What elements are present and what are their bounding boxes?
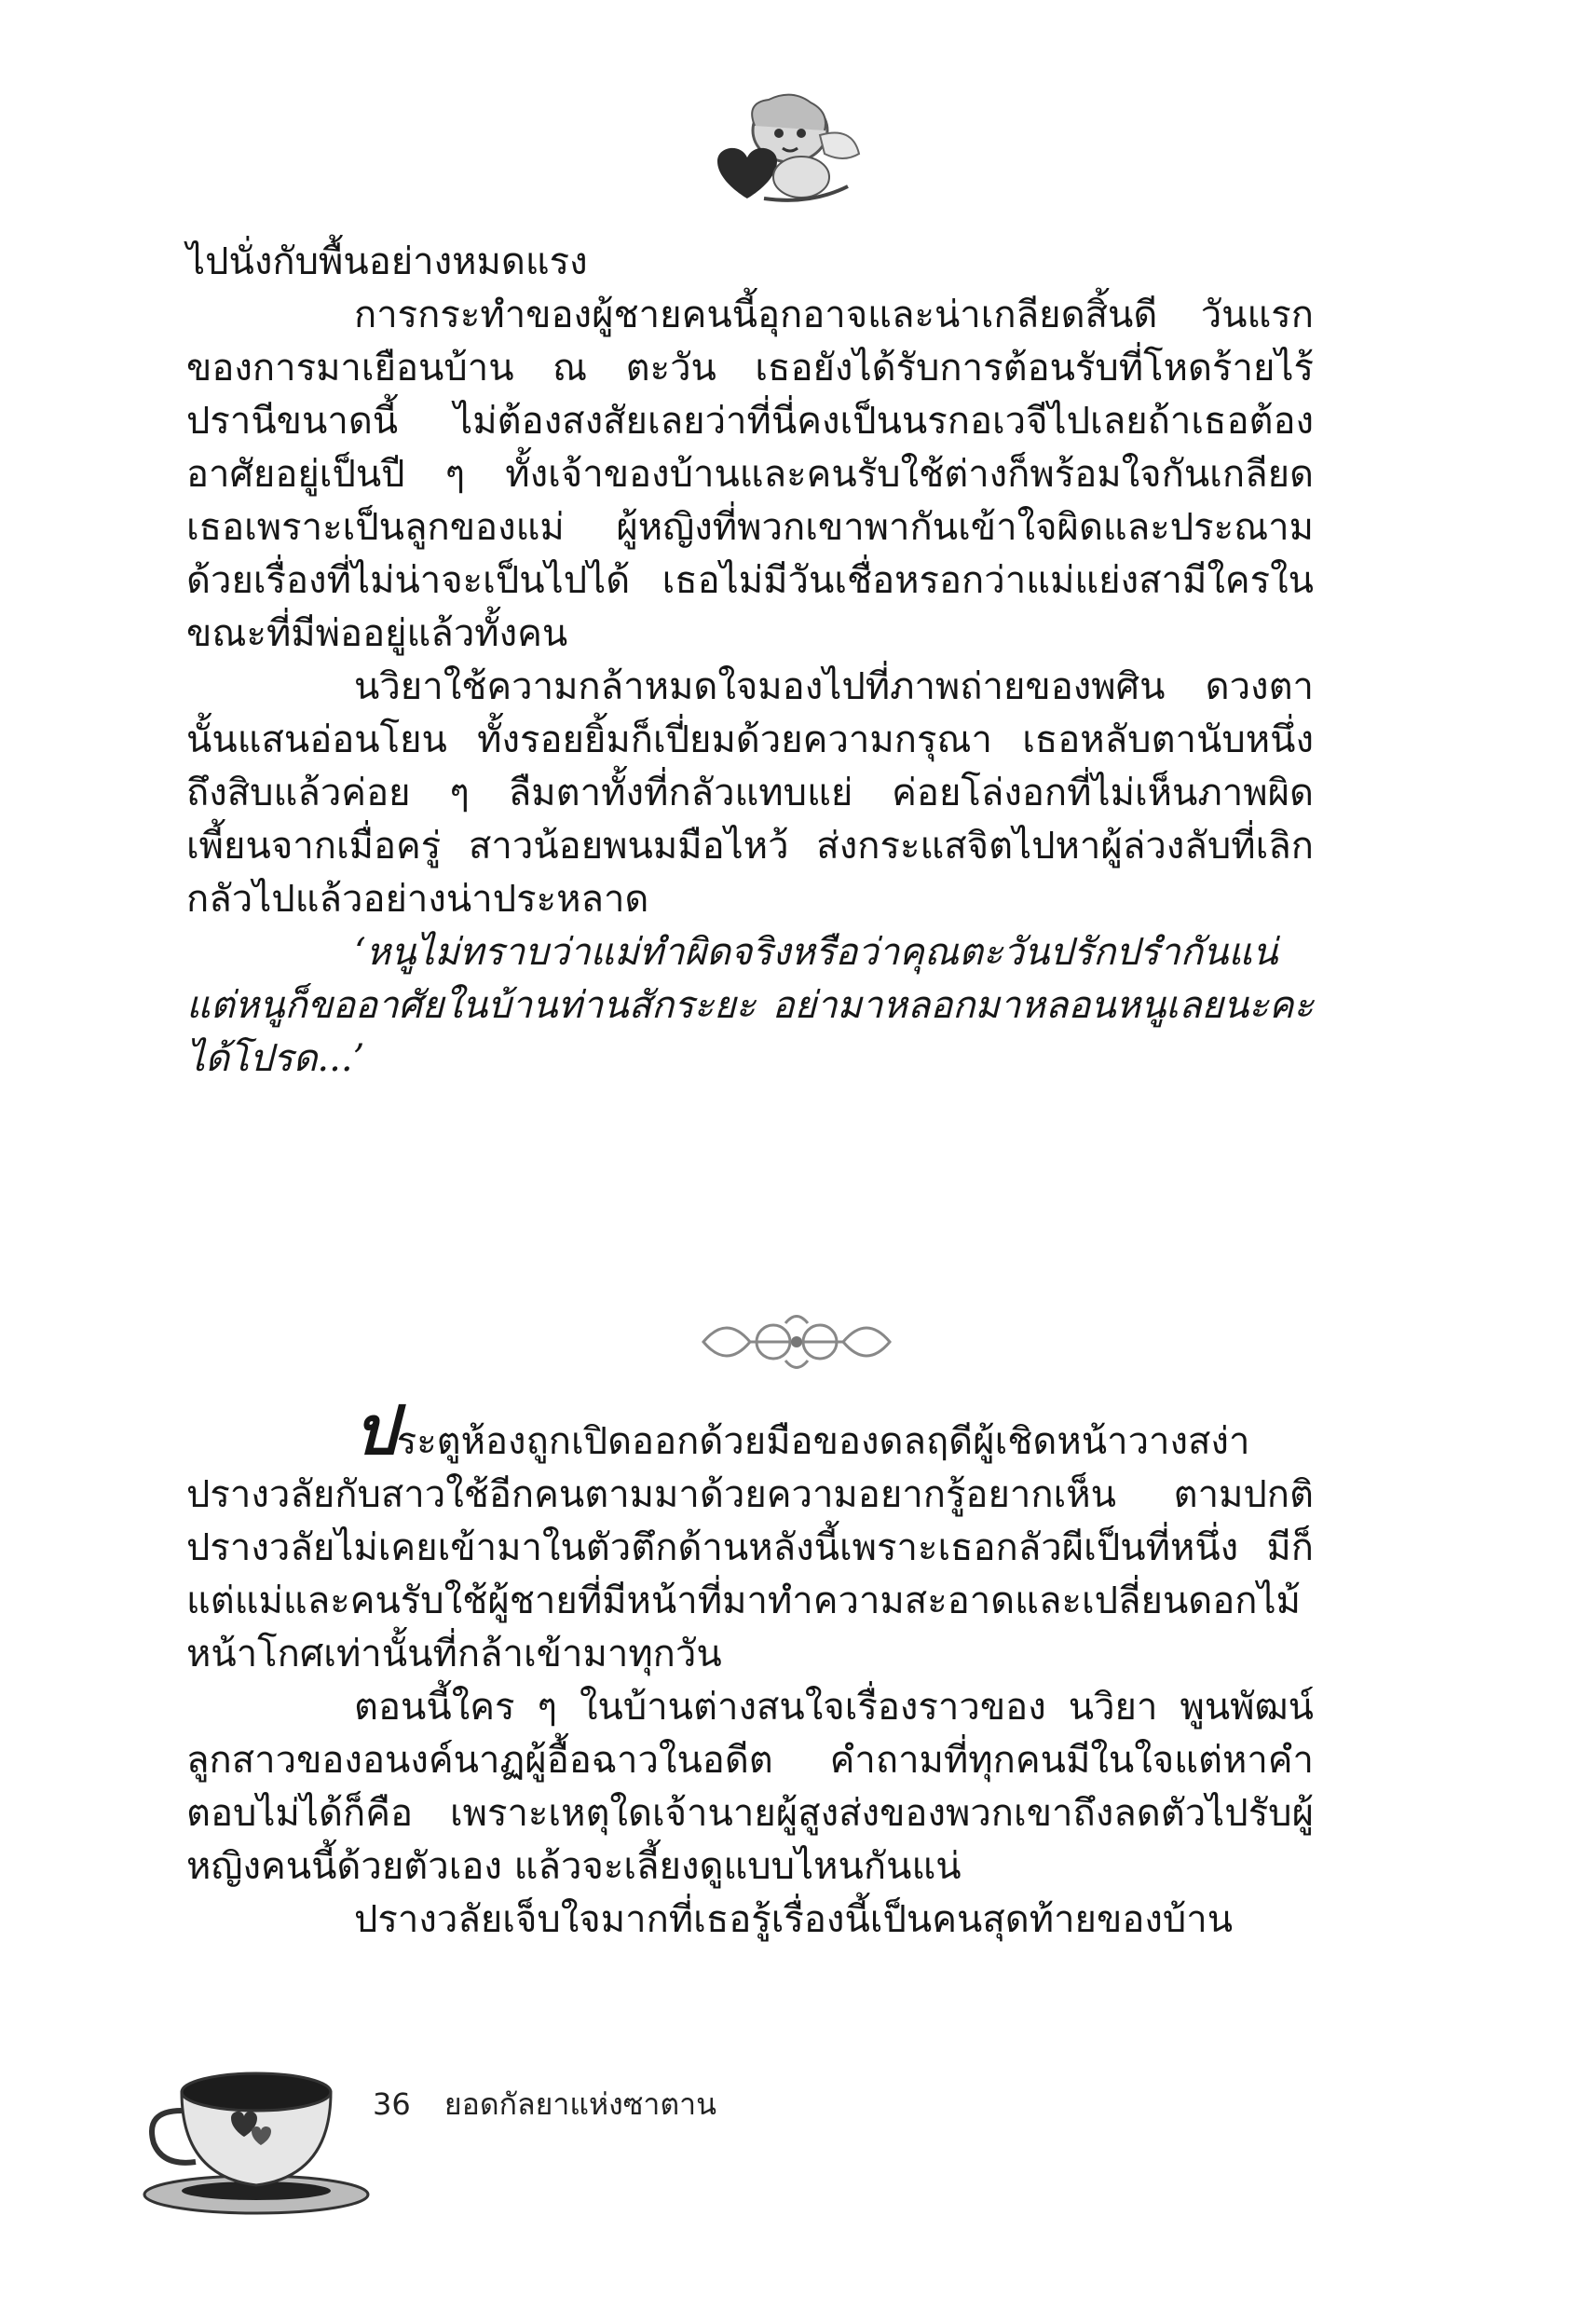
italic-quote-paragraph: ‘หนูไม่ทราบว่าแม่ทำผิดจริงหรือว่าคุณตะวันปรักปรำกันแน่ แต่หนูก็ขออาศัยในบ้านท่านสักระยะ อย่ามาหลอกมาหลอนหนูเลยนะคะ ได้โปรด...’ (186, 931, 1314, 1080)
paragraph: ตอนนี้ใคร ๆ ในบ้านต่างสนใจเรื่องราวของ นวิยา พูนพัฒน์ ลูกสาวของอนงค์นาฏผู้อื้อฉาวในอดีต คำถามที่ทุกคนมีในใจแต่หาคำตอบไม่ได้ก็คือ เพราะเหตุใดเจ้านายผู้สูงส่งของพวกเขาถึงลดตัวไปรับผู้หญิงคนนี้ด้วยตัวเอง แล้วจะเลี้ยงดูแบบไหนกันแน่ (186, 1686, 1314, 1888)
cupid-icon (689, 89, 866, 210)
paragraph: การกระทำของผู้ชายคนนี้อุกอาจและน่าเกลียดสิ้นดี วันแรกของการมาเยือนบ้าน ณ ตะวัน เธอยังได้รับการต้อนรับที่โหดร้ายไร้ปรานีขนาดนี้ ไม่ต้องสงสัยเลยว่าที่นี่คงเป็นนรกอเวจีไปเลยถ้าเธอต้องอาศัยอยู่เป็นปี ๆ ทั้งเจ้าของบ้านและคนรับใช้ต่างก็พร้อมใจกันเกลียดเธอเพราะเป็นลูกของแม่ ผู้หญิงที่พวกเขาพากันเข้าใจผิดและประณามด้วยเรื่องที่ไม่น่าจะเป็นไปได้ เธอไม่มีวันเชื่อหรอกว่าแม่แย่งสามีใครในขณะที่มีพ่ออยู่แล้วทั้งคน (186, 294, 1314, 655)
paragraph-with-dropcap (186, 1390, 1314, 1681)
paragraph: นวิยาใช้ความกล้าหมดใจมองไปที่ภาพถ่ายของพศิน ดวงตานั้นแสนอ่อนโยน ทั้งรอยยิ้มก็เปี่ยมด้วยความกรุณา เธอหลับตานับหนึ่งถึงสิบแล้วค่อย ๆ ลืมตาทั้งที่กลัวแทบแย่ ค่อยโล่งอกที่ไม่เห็นภาพผิดเพี้ยนจากเมื่อครู่ สาวน้อยพนมมือไหว้ ส่งกระแสจิตไปหาผู้ล่วงลับที่เลิกกลัวไปแล้วอย่างน่าประหลาด (186, 665, 1314, 921)
paragraph-text: ระตูห้องถูกเปิดออกด้วยมือของดลฤดีผู้เชิดหน้าวางสง่า ปรางวลัยกับสาวใช้อีกคนตามมาด้วยความอยากรู้อยากเห็น ตามปกติปรางวลัยไม่เคยเข้ามาในตัวตึกด้านหลังนี้เพราะเธอกลัวผีเป็นที่หนึ่ง มีก็แต่แม่และคนรับใช้ผู้ชายที่มีหน้าที่มาทำความสะอาดและเปลี่ยนดอกไม้หน้าโกศเท่านั้นที่กล้าเข้ามาทุกวัน (186, 1420, 1314, 1675)
paragraph: ไปนั่งกับพื้นอย่างหมดแรง (186, 240, 588, 283)
coffee-cup-icon (140, 2055, 382, 2218)
book-title: ยอดกัลยาแห่งซาตาน (443, 2086, 716, 2122)
page-footer (373, 2081, 741, 2128)
drop-cap: ป (354, 1390, 397, 1470)
page-number: 36 (373, 2086, 411, 2122)
text-block-upper (186, 236, 1314, 1086)
paragraph: ปรางวลัยเจ็บใจมากที่เธอรู้เรื่องนี้เป็นคนสุดท้ายของบ้าน (354, 1898, 1234, 1941)
text-block-lower (186, 1390, 1314, 1947)
ornament-divider-icon (694, 1300, 899, 1384)
